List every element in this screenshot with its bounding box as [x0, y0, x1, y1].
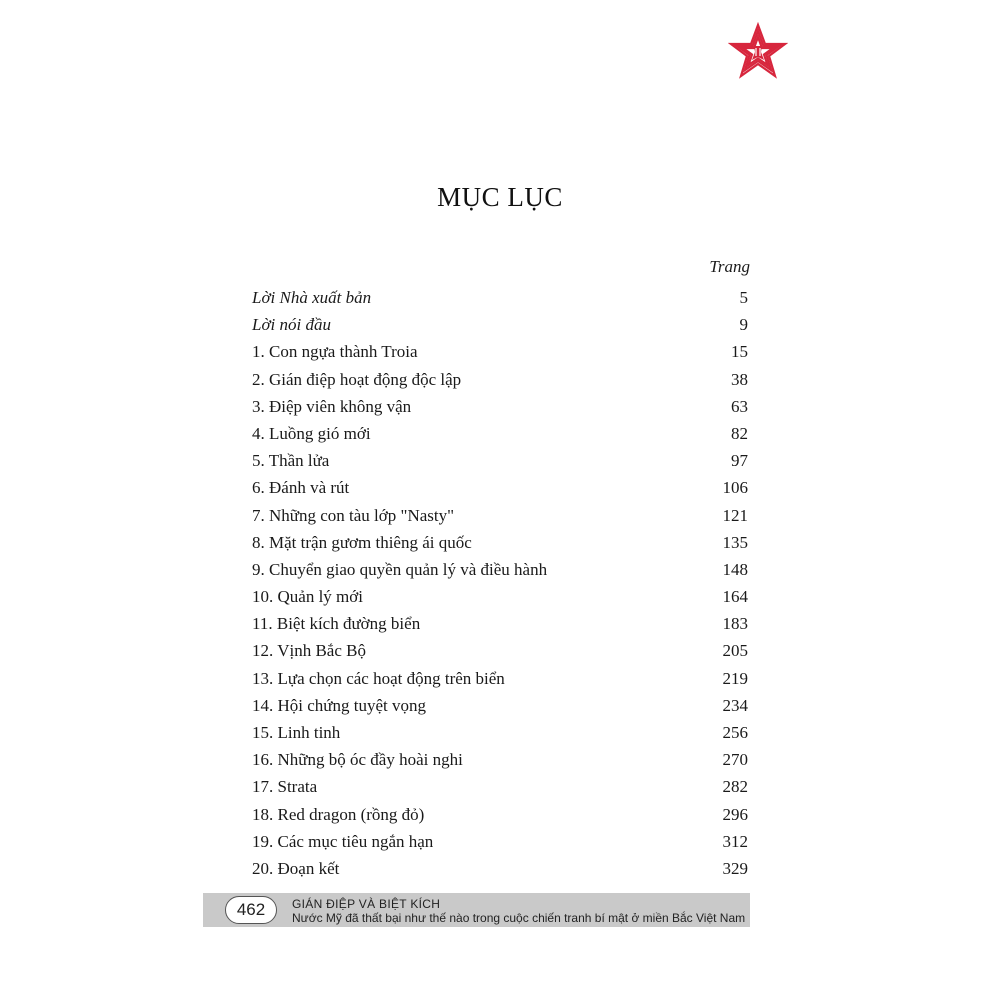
- toc-entry-label: 16. Những bộ óc đầy hoài nghi: [252, 750, 463, 770]
- toc-entry[interactable]: [252, 719, 748, 746]
- toc-entry-label: 15. Linh tinh: [252, 723, 341, 742]
- table-of-contents: [252, 284, 748, 882]
- toc-entry[interactable]: [252, 366, 748, 393]
- toc-entry-page: 5: [739, 288, 748, 307]
- footer-book-subtitle: Nước Mỹ đã thất bại như thế nào trong cuộc chiến tranh bí mật ở miền Bắc Việt Nam: [292, 911, 746, 925]
- toc-entry-page: 296: [722, 804, 748, 824]
- toc-entry-label: 4. Luồng gió mới: [252, 423, 371, 443]
- toc-entry[interactable]: [252, 338, 748, 365]
- footer-book-title: GIÁN ĐIỆP VÀ BIỆT KÍCH: [292, 897, 441, 911]
- toc-entry-page: 234: [722, 695, 748, 715]
- star-logo-icon: [728, 22, 788, 82]
- toc-entry[interactable]: [252, 474, 748, 501]
- footer-band: [203, 893, 750, 927]
- toc-entry-page: 121: [722, 505, 748, 525]
- toc-entry-page: 219: [722, 668, 748, 688]
- toc-entry-label: 20. Đoạn kết: [252, 858, 340, 878]
- toc-entry-page: 82: [731, 423, 748, 443]
- toc-entry-label: 12. Vịnh Bắc Bộ: [252, 641, 366, 661]
- toc-entry-page: 312: [722, 831, 748, 851]
- toc-entry[interactable]: [252, 855, 748, 882]
- toc-entry-label: 11. Biệt kích đường biển: [252, 614, 421, 634]
- toc-entry-label: 9. Chuyển giao quyền quản lý và điều hành: [252, 559, 548, 579]
- toc-entry[interactable]: [252, 420, 748, 447]
- toc-entry[interactable]: [252, 746, 748, 773]
- toc-entry-label: 3. Điệp viên không vận: [252, 396, 412, 416]
- toc-entry[interactable]: [252, 692, 748, 719]
- toc-entry-page: 205: [722, 641, 748, 661]
- toc-entry-page: 270: [722, 750, 748, 770]
- toc-entry[interactable]: [252, 637, 748, 664]
- toc-entry-label: 10. Quản lý mới: [252, 587, 363, 607]
- toc-entry-page: 9: [739, 315, 748, 335]
- toc-entry-page: 63: [731, 396, 748, 416]
- toc-entry[interactable]: [252, 801, 748, 828]
- page-title: MỤC LỤC: [437, 182, 563, 212]
- toc-entry[interactable]: [252, 529, 748, 556]
- toc-entry[interactable]: [252, 773, 748, 800]
- publisher-logo: [728, 22, 788, 82]
- toc-entry-label: 18. Red dragon (rồng đỏ): [252, 804, 425, 824]
- toc-entry-label: 14. Hội chứng tuyệt vọng: [252, 695, 427, 715]
- toc-entry[interactable]: [252, 284, 748, 311]
- toc-entry[interactable]: [252, 828, 748, 855]
- toc-entry-page: 282: [722, 777, 748, 797]
- toc-entry-page: 329: [722, 858, 748, 878]
- toc-entry-label: 19. Các mục tiêu ngắn hạn: [252, 831, 434, 851]
- toc-entry-page: 256: [722, 723, 748, 742]
- toc-entry[interactable]: [252, 447, 748, 474]
- toc-entry-label: 7. Những con tàu lớp "Nasty": [252, 505, 455, 525]
- toc-entry-label: 17. Strata: [252, 777, 318, 797]
- toc-entry-page: 183: [722, 614, 748, 634]
- toc-entry-label: Lời nói đầu: [252, 315, 331, 335]
- toc-entry-label: 1. Con ngựa thành Troia: [252, 342, 418, 362]
- toc-entry-label: Lời Nhà xuất bản: [252, 288, 372, 307]
- toc-entry-label: 13. Lựa chọn các hoạt động trên biển: [252, 668, 505, 688]
- page-column-label: Trang: [709, 257, 750, 276]
- toc-entry[interactable]: [252, 311, 748, 338]
- toc-entry-page: 148: [722, 559, 748, 579]
- toc-entry-page: 106: [722, 478, 748, 498]
- toc-entry[interactable]: [252, 610, 748, 637]
- toc-entry-label: 5. Thần lửa: [252, 451, 330, 471]
- toc-entry-label: 6. Đánh và rút: [252, 478, 350, 498]
- toc-entry-page: 38: [731, 369, 748, 389]
- toc-entry-page: 164: [722, 587, 748, 607]
- toc-entry-page: 15: [731, 342, 748, 362]
- toc-entry[interactable]: [252, 502, 748, 529]
- toc-entry-label: 8. Mặt trận gươm thiêng ái quốc: [252, 532, 472, 552]
- toc-entry[interactable]: [252, 393, 748, 420]
- toc-entry-page: 97: [731, 451, 748, 471]
- toc-entry[interactable]: [252, 583, 748, 610]
- page-number: 462: [225, 896, 277, 924]
- toc-entry-label: 2. Gián điệp hoạt động độc lập: [252, 369, 462, 389]
- toc-entry[interactable]: [252, 556, 748, 583]
- toc-entry[interactable]: [252, 665, 748, 692]
- toc-entry-page: 135: [722, 532, 748, 552]
